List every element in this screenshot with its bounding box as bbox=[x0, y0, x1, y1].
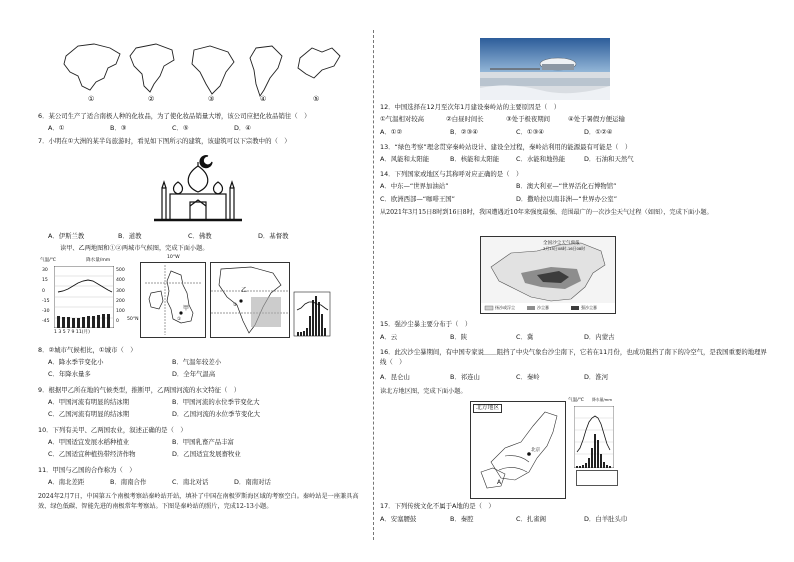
column-divider bbox=[373, 30, 374, 540]
continent-label-3: ③ bbox=[208, 95, 215, 103]
continent-outlines bbox=[60, 38, 345, 108]
q8-option-a[interactable]: A．降水季节变化小 bbox=[48, 358, 104, 366]
q17-option-a[interactable]: A．安塞腰鼓 bbox=[380, 515, 417, 523]
mosque-drawing bbox=[150, 148, 246, 228]
continent-label-4: ④ bbox=[260, 95, 267, 103]
continent-africa-shape bbox=[192, 46, 234, 94]
q8-option-b[interactable]: B．气温年较差小 bbox=[172, 358, 222, 366]
q14-option-a[interactable]: A．中东—“世界加油站” bbox=[380, 182, 449, 190]
map-lon-label: 10°W bbox=[167, 255, 180, 260]
intro-8-11: 读甲、乙两地图和①②两城市气候图，完成下面小题。 bbox=[60, 245, 209, 252]
climate-chart-1 bbox=[40, 258, 128, 338]
q13-option-b[interactable]: B．核能和太阳能 bbox=[450, 155, 500, 163]
dust-map-subtitle: 3月15日08时-16日08时 bbox=[543, 246, 586, 251]
qinling-station-photo bbox=[480, 38, 610, 100]
map-yi-drawing bbox=[211, 263, 289, 337]
q17-option-b[interactable]: B．秦腔 bbox=[450, 515, 474, 523]
map-city1-label: ① bbox=[177, 317, 182, 322]
q17-option-c[interactable]: C．扎雀阁 bbox=[516, 515, 547, 523]
q7-option-d[interactable]: D．基督教 bbox=[258, 232, 289, 240]
dust-storm-map bbox=[480, 236, 616, 314]
q14-option-b[interactable]: B．澳大利亚—“世界活化石博物馆” bbox=[516, 182, 617, 190]
q14-option-c[interactable]: C．欧洲西部—“咖啡王国” bbox=[380, 195, 455, 203]
q12-option-a[interactable]: A．①② bbox=[380, 128, 403, 136]
continent-figures bbox=[60, 38, 345, 108]
north-climate-temp-title: 气温/℃ bbox=[568, 398, 584, 403]
map-jia-drawing bbox=[141, 263, 205, 337]
question-6-stem: 6．某公司生产了适合南极人种的化妆品，为了使化妆品销量大增，该公司应把化妆品销往（ ） bbox=[38, 112, 311, 120]
svg-text:A: A bbox=[497, 479, 502, 486]
dust-legend-3: 强沙尘暴 bbox=[581, 305, 597, 310]
q12-option-d[interactable]: D．①②④ bbox=[584, 128, 613, 136]
q10-option-d[interactable]: D．乙国适宜发展畜牧业 bbox=[172, 450, 241, 458]
mosque-figure bbox=[150, 148, 246, 228]
q16-option-d[interactable]: D．淮河 bbox=[584, 373, 609, 381]
north-climate-inset bbox=[576, 470, 618, 486]
q15-option-d[interactable]: D．内蒙古 bbox=[584, 333, 615, 341]
q9-option-c[interactable]: C．乙国河流有明显的结冰期 bbox=[48, 410, 130, 418]
continent-europe-shape bbox=[298, 48, 340, 78]
q16-option-c[interactable]: C．秦岭 bbox=[516, 373, 540, 381]
north-region-map bbox=[470, 401, 566, 499]
q16-option-a[interactable]: A．昆仑山 bbox=[380, 373, 410, 381]
q7-option-c[interactable]: C．佛教 bbox=[188, 232, 212, 240]
q10-option-c[interactable]: C．乙国适宜种植热带经济作物 bbox=[48, 450, 136, 458]
q8-option-c[interactable]: C．年降水量多 bbox=[48, 370, 91, 378]
q6-option-d[interactable]: D．④ bbox=[234, 124, 252, 132]
q12-option-c[interactable]: C．①③④ bbox=[516, 128, 545, 136]
continent-label-2: ② bbox=[148, 95, 155, 103]
q14-option-d[interactable]: D．撒哈拉以南非洲—“世界办公室” bbox=[516, 195, 618, 203]
north-climate-chart bbox=[568, 398, 620, 488]
q12-sub-2: ②白昼时间长 bbox=[446, 115, 484, 123]
q12-sub-1: ①气温相对较高 bbox=[380, 115, 425, 123]
q12-sub-3: ③处于极夜期间 bbox=[506, 115, 551, 123]
dust-legend-2: 沙尘暴 bbox=[537, 305, 549, 310]
question-13-stem: 13．“绿色考察”理念贯穿秦岭站设计、建设全过程，秦岭站利用的能源最有可能是（ ） bbox=[380, 143, 632, 151]
q8-option-d[interactable]: D．全年气温高 bbox=[172, 370, 216, 378]
q13-option-a[interactable]: A．风能和太阳能 bbox=[380, 155, 430, 163]
continent-south-america-shape bbox=[250, 46, 282, 96]
question-11-stem: 11．甲国与乙国的合作称为（ ） bbox=[38, 466, 136, 474]
q11-option-a[interactable]: A．南北差距 bbox=[48, 478, 85, 486]
north-climate-prec-title: 降水量/mm bbox=[592, 397, 613, 402]
q9-option-a[interactable]: A．甲国河流有明显的结冰期 bbox=[48, 398, 130, 406]
q12-sub-4: ④处于暑假方便运输 bbox=[568, 115, 625, 123]
question-8-stem: 8．②城市气候相比，①城市（ ） bbox=[38, 346, 137, 354]
dust-map-title: 全国沙尘天气预报 bbox=[543, 241, 580, 246]
dust-legend-1: 扬沙或浮尘 bbox=[495, 305, 515, 310]
climate-prec-ticks: 500 400 300 200 100 0 bbox=[116, 268, 125, 325]
q7-option-a[interactable]: A．伊斯兰教 bbox=[48, 232, 85, 240]
q17-option-d[interactable]: D．白羊肚头巾 bbox=[584, 515, 628, 523]
q9-option-d[interactable]: D．乙国河流的水位季节变化大 bbox=[172, 410, 260, 418]
q16-option-b[interactable]: B．祁连山 bbox=[450, 373, 480, 381]
climate-chart-2 bbox=[292, 290, 332, 338]
q6-option-c[interactable]: C．⑤ bbox=[172, 124, 189, 132]
question-14-stem: 14．下列国家或地区与其称呼对应正确的是（ ） bbox=[380, 170, 523, 178]
continent-north-america-shape bbox=[130, 44, 174, 92]
climate-chart-1-plot bbox=[54, 266, 114, 328]
q11-option-c[interactable]: C．南北对话 bbox=[172, 478, 209, 486]
map-lat-label: 50°N bbox=[127, 317, 139, 322]
intro-12-13: 2024年2月7日，中国第五个南极考察站秦岭站开站，填补了中国在南极罗斯海区域的考察空白。秦岭站是一座兼具高效、绿色低碳、智能先进的南极常年考察站。下图是秦岭站的照片，完成12-13小题。 bbox=[38, 493, 359, 510]
continent-asia-shape bbox=[64, 44, 120, 90]
q15-option-c[interactable]: C．冀 bbox=[516, 333, 534, 341]
north-map-drawing bbox=[471, 402, 565, 498]
map-jia bbox=[127, 255, 206, 338]
question-7-stem: 7．小明在①大洲的某半岛旅游时，看见如下图所示的建筑，该建筑可以下宗教中的（ ） bbox=[38, 137, 291, 145]
intro-17: 读北方地区图，完成下面小题。 bbox=[380, 388, 467, 395]
q11-option-b[interactable]: B．南南合作 bbox=[110, 478, 147, 486]
map-yi-label: 乙 bbox=[241, 287, 248, 294]
q11-option-d[interactable]: D．南南对话 bbox=[234, 478, 271, 486]
q10-option-a[interactable]: A．甲国适宜发展水稻种植业 bbox=[48, 438, 130, 446]
climate-chart-2-plot bbox=[292, 290, 332, 338]
q10-option-b[interactable]: B．甲国乳畜产品丰富 bbox=[172, 438, 234, 446]
q13-option-d[interactable]: D．石油和天然气 bbox=[584, 155, 634, 163]
intro-15-16: 从2021年3月15日8时到16日8时，我国遭遇近10年来强度最强、范围最广的一次沙尘天气过程（如图），完成下面小题。 bbox=[380, 209, 713, 216]
climate-months: 1 3 5 7 9 11(月) bbox=[54, 330, 90, 335]
q6-option-b[interactable]: B．③ bbox=[110, 124, 127, 132]
question-16-stem: 16．此次沙尘暴期间，有中国专家说＿＿阻挡了中央气象台沙尘南下，它若在11月份，也成功阻挡了南下的冷空气，是我国重要的地理界线（ ） bbox=[380, 348, 767, 367]
north-map-city: 北京 bbox=[531, 448, 541, 453]
question-9-stem: 9．根据甲乙所在地的气候类型，推断甲，乙两国河流的水文特征（ ） bbox=[38, 386, 241, 394]
continent-label-1: ① bbox=[88, 95, 95, 103]
climate-temp-ticks: 30 15 0 -15 -30 -45 bbox=[42, 268, 50, 325]
q7-option-b[interactable]: B．道教 bbox=[118, 232, 142, 240]
station-photo-drawing bbox=[480, 38, 610, 100]
question-15-stem: 15．强沙尘暴主要分布于（ ） bbox=[380, 320, 472, 328]
q13-option-c[interactable]: C．水能和地热能 bbox=[516, 155, 566, 163]
continent-label-5: ⑤ bbox=[313, 95, 320, 103]
map-city2-label: ② bbox=[233, 303, 238, 308]
q6-option-a[interactable]: A．① bbox=[48, 124, 65, 132]
q12-option-b[interactable]: B．②③④ bbox=[450, 128, 478, 136]
map-yi bbox=[210, 262, 290, 338]
q9-option-b[interactable]: B．甲国河流的水位季节变化大 bbox=[172, 398, 260, 406]
map-jia-label: 甲 bbox=[183, 305, 190, 312]
question-17-stem: 17．下列传统文化不属于A地的是（ ） bbox=[380, 502, 495, 510]
q15-option-a[interactable]: A．云 bbox=[380, 333, 398, 341]
north-map-title: 北方地区 bbox=[473, 404, 502, 413]
question-10-stem: 10．下列有关甲、乙两国农业，叙述正确的是（ ） bbox=[38, 426, 187, 434]
climate-temp-label: 气温/℃ bbox=[40, 258, 56, 263]
climate-prec-label: 降水量/mm bbox=[86, 258, 111, 263]
north-climate-plot bbox=[574, 406, 614, 468]
question-12-stem: 12．中国选择在12月至次年1月建设秦岭站的主要原因是（ ） bbox=[380, 103, 561, 111]
q15-option-b[interactable]: B．陕 bbox=[450, 333, 468, 341]
